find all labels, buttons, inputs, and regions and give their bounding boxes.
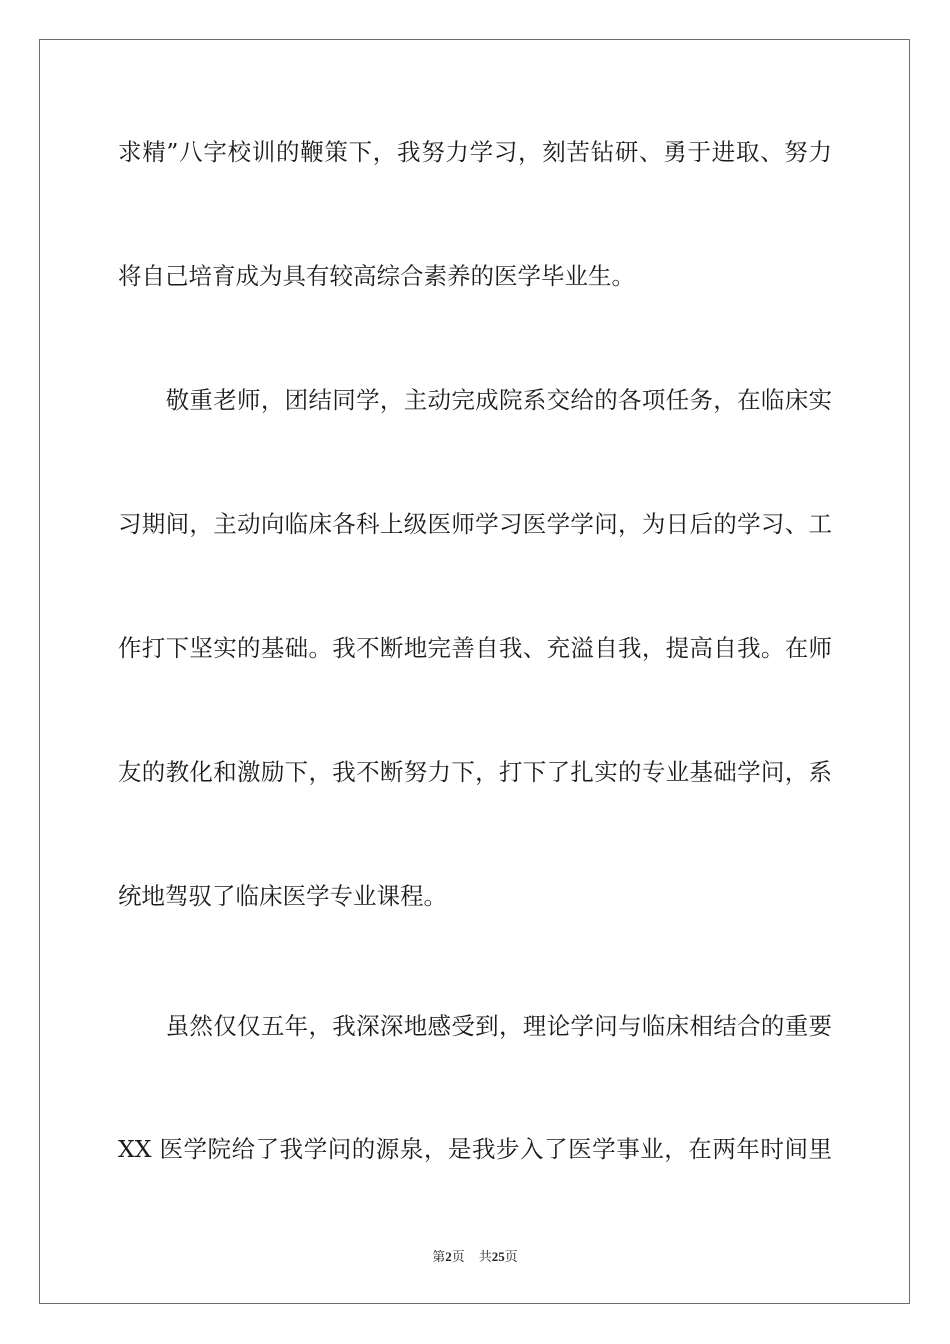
page-unit: 页 [451,1250,465,1265]
page-footer [0,1248,950,1267]
body-text-line: 习期间，主动向临床各科上级医师学习医学学问，为日后的学习、工 [118,510,832,538]
body-text-line: 友的教化和激励下，我不断努力下，打下了扎实的专业基础学问，系 [118,758,832,786]
page-prefix: 第 [432,1250,446,1265]
page-number: 2 [445,1249,452,1264]
page-border [39,39,910,1304]
total-pages: 25 [491,1249,505,1264]
body-text-line: 将自己培育成为具有较高综合素养的医学毕业生。 [118,262,635,290]
body-text-line: 求精”八字校训的鞭策下，我努力学习，刻苦钻研、勇于进取、努力 [118,138,832,166]
total-unit: 页 [504,1250,518,1265]
body-text-line: 作打下坚实的基础。我不断地完善自我、充溢自我，提高自我。在师 [118,634,832,662]
total-prefix: 共 [478,1250,492,1265]
body-text-line: 敬重老师，团结同学，主动完成院系交给的各项任务，在临床实 [118,386,832,414]
body-text-line: XX 医学院给了我学问的源泉，是我步入了医学事业，在两年时间里 [118,1135,832,1163]
body-text-line: 统地驾驭了临床医学专业课程。 [118,882,447,910]
body-text-line: 虽然仅仅五年，我深深地感受到，理论学问与临床相结合的重要 [118,1012,832,1040]
